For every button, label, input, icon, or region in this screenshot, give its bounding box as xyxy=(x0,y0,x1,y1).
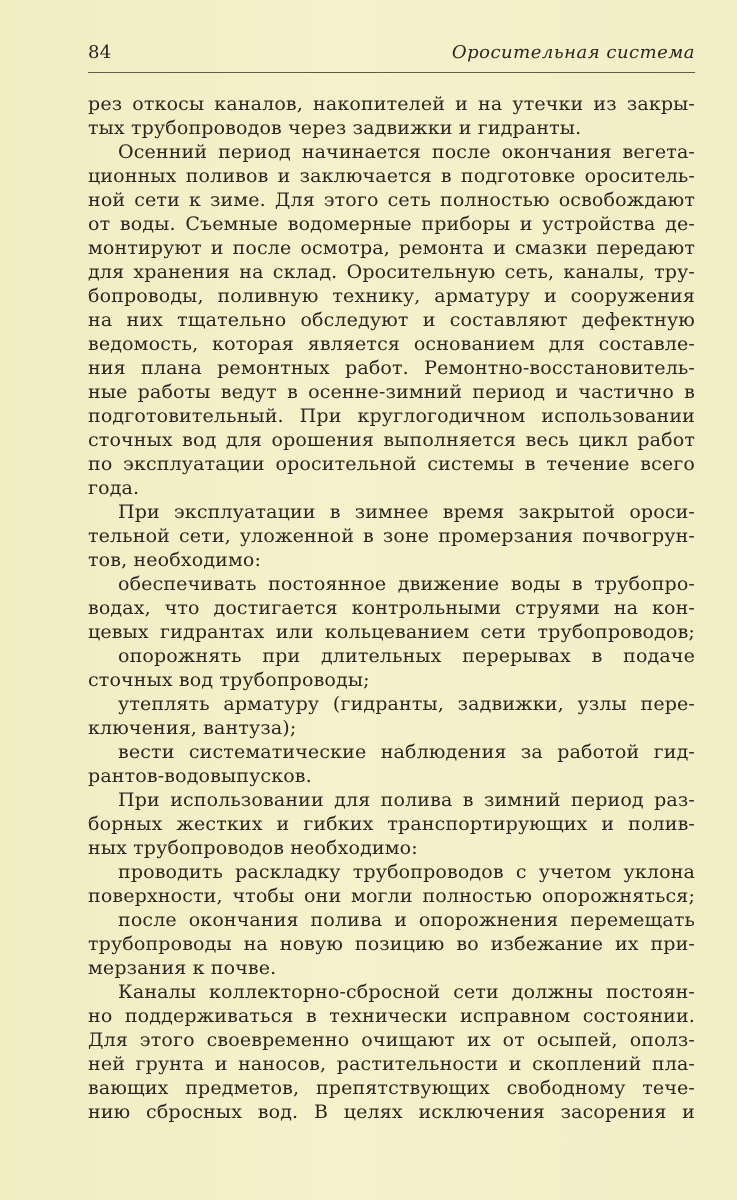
text-line: но поддерживаться в технически исправном состоянии. xyxy=(88,1005,695,1027)
text-line: При эксплуатации в зимнее время закрытой ороси- xyxy=(118,501,695,523)
text-line: сточных вод для орошения выполняется весь цикл работ xyxy=(88,429,695,451)
page-text xyxy=(88,92,695,1124)
text-line: для хранения на склад. Оросительную сеть, каналы, тру- xyxy=(88,261,695,283)
text-line: тов, необходимо: xyxy=(88,549,262,571)
text-line: рез откосы каналов, накопителей и на утечки из закры- xyxy=(88,93,695,115)
text-line: от воды. Съемные водомерные приборы и устройства де- xyxy=(88,213,695,235)
text-line: мерзания к почве. xyxy=(88,957,277,979)
text-line: цевых гидрантах или кольцеванием сети трубопроводов; xyxy=(88,621,695,643)
text-line: обеспечивать постоянное движение воды в трубопро- xyxy=(118,573,695,595)
text-line: года. xyxy=(88,477,140,499)
text-line: тельной сети, уложенной в зоне промерзания почвогрун- xyxy=(88,525,695,547)
text-line: сточных вод трубопроводы; xyxy=(88,669,370,691)
text-line: Осенний период начинается после окончания вегета- xyxy=(118,141,695,163)
text-line: вающих предметов, препятствующих свободному тече- xyxy=(88,1077,695,1099)
page-number: 84 xyxy=(88,42,112,63)
text-line: по эксплуатации оросительной системы в течение всего xyxy=(88,453,695,475)
text-line: тых трубопроводов через задвижки и гидранты. xyxy=(88,117,582,139)
text-line: поверхности, чтобы они могли полностью опорожняться; xyxy=(88,885,695,907)
text-line: подготовительный. При круглогодичном использовании xyxy=(88,405,695,427)
text-line: ключения, вантуза); xyxy=(88,717,297,739)
text-line: опорожнять при длительных перерывах в подаче xyxy=(118,645,695,667)
text-line: борных жестких и гибких транспортирующих и полив- xyxy=(88,813,695,835)
text-line: нию сбросных вод. В целях исключения засорения и xyxy=(88,1101,695,1123)
text-line: ных трубопроводов необходимо: xyxy=(88,837,418,859)
text-line: Для этого своевременно очищают их от осыпей, ополз- xyxy=(88,1029,695,1051)
text-line: проводить раскладку трубопроводов с учетом уклона xyxy=(118,861,695,883)
text-line: Каналы коллекторно-сбросной сети должны постоян- xyxy=(118,981,695,1003)
text-line: трубопроводы на новую позицию во избежание их при- xyxy=(88,933,695,955)
text-line: ные работы ведут в осенне-зимний период и частично в xyxy=(88,381,695,403)
running-title: Оросительная система xyxy=(451,42,695,63)
text-line: ведомость, которая является основанием для составле- xyxy=(88,333,695,355)
text-line: ционных поливов и заключается в подготовке ороситель- xyxy=(88,165,695,187)
text-line: бопроводы, поливную технику, арматуру и сооружения xyxy=(88,285,695,307)
text-line: ной сети к зиме. Для этого сеть полностью освобождают xyxy=(88,189,695,211)
page-header xyxy=(88,40,695,73)
text-line: рантов-водовыпусков. xyxy=(88,765,312,787)
text-line: водах, что достигается контрольными струями на кон- xyxy=(88,597,695,619)
text-line: после окончания полива и опорожнения перемещать xyxy=(118,909,695,931)
text-line: монтируют и после осмотра, ремонта и смазки передают xyxy=(88,237,695,259)
text-line: на них тщательно обследуют и составляют дефектную xyxy=(88,309,695,331)
text-line: При использовании для полива в зимний период раз- xyxy=(118,789,695,811)
text-line: ней грунта и наносов, растительности и скоплений пла- xyxy=(88,1053,695,1075)
text-line: утеплять арматуру (гидранты, задвижки, узлы пере- xyxy=(118,693,695,715)
text-line: ния плана ремонтных работ. Ремонтно-восстановитель- xyxy=(88,357,695,379)
text-line: вести систематические наблюдения за работой гид- xyxy=(118,741,695,763)
